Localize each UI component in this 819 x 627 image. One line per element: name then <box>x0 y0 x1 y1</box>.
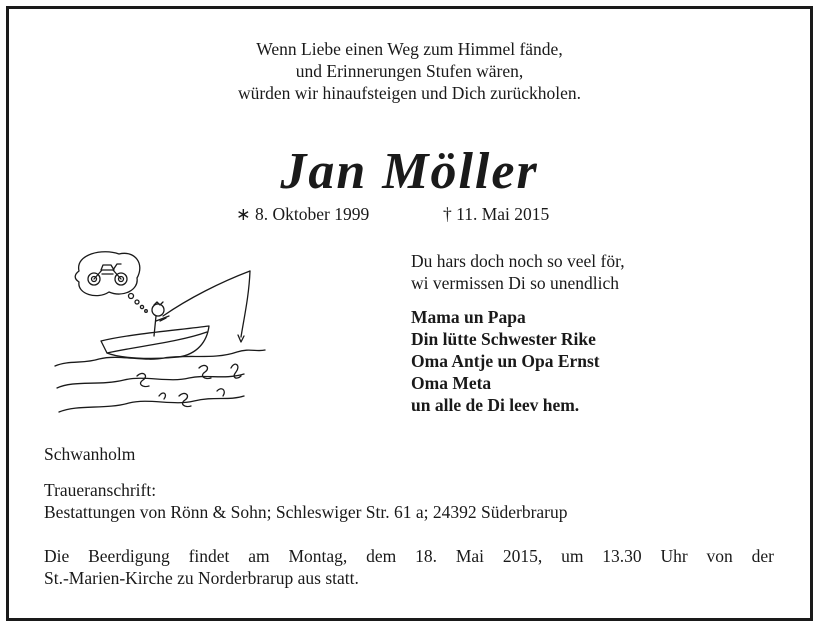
poem <box>9 38 810 104</box>
funeral-line: St.-Marien-Kirche zu Norderbrarup aus statt. <box>44 568 359 588</box>
birth-date: ∗ 8. Oktober 1999 <box>236 204 370 224</box>
poem-line: und Erinnerungen Stufen wären, <box>295 61 524 81</box>
address-label: Traueranschrift: <box>44 480 157 500</box>
waves <box>55 350 265 412</box>
thought-bubble <box>75 252 147 313</box>
mourner-line: Din lütte Schwester Rike <box>411 329 596 349</box>
mourner-line: Oma Antje un Opa Ernst <box>411 351 600 371</box>
poem-line: würden wir hinaufsteigen und Dich zurückholen. <box>237 83 582 103</box>
mourner-line: un alle de Di leev hem. <box>411 395 580 415</box>
place-name: Schwanholm <box>44 444 136 464</box>
death-date: † 11. Mai 2015 <box>443 204 550 224</box>
verse-line: Du hars doch noch so veel för, <box>411 251 625 271</box>
fish-icons <box>137 364 241 406</box>
verse-line: wi vermissen Di so unendlich <box>411 273 620 293</box>
dialect-verse <box>411 250 625 294</box>
funeral-notice <box>44 545 774 589</box>
address-text: Bestattungen von Rönn & Sohn; Schleswiger Str. 61 a; 24392 Süderbrarup <box>44 502 568 522</box>
mourner-line: Mama un Papa <box>411 307 526 327</box>
mourners-list <box>411 306 600 416</box>
poem-line: Wenn Liebe einen Weg zum Himmel fände, <box>256 39 563 59</box>
funeral-line: Die Beerdigung findet am Montag, dem 18. Mai 2015, um 13.30 Uhr von der <box>44 546 774 566</box>
motorbike-icon <box>88 264 127 285</box>
obituary-notice <box>6 6 813 621</box>
fishing-rod <box>163 271 250 342</box>
mourner-line: Oma Meta <box>411 373 492 393</box>
fishing-boy-drawing <box>39 246 269 416</box>
deceased-name: Jan Möller <box>280 143 539 200</box>
